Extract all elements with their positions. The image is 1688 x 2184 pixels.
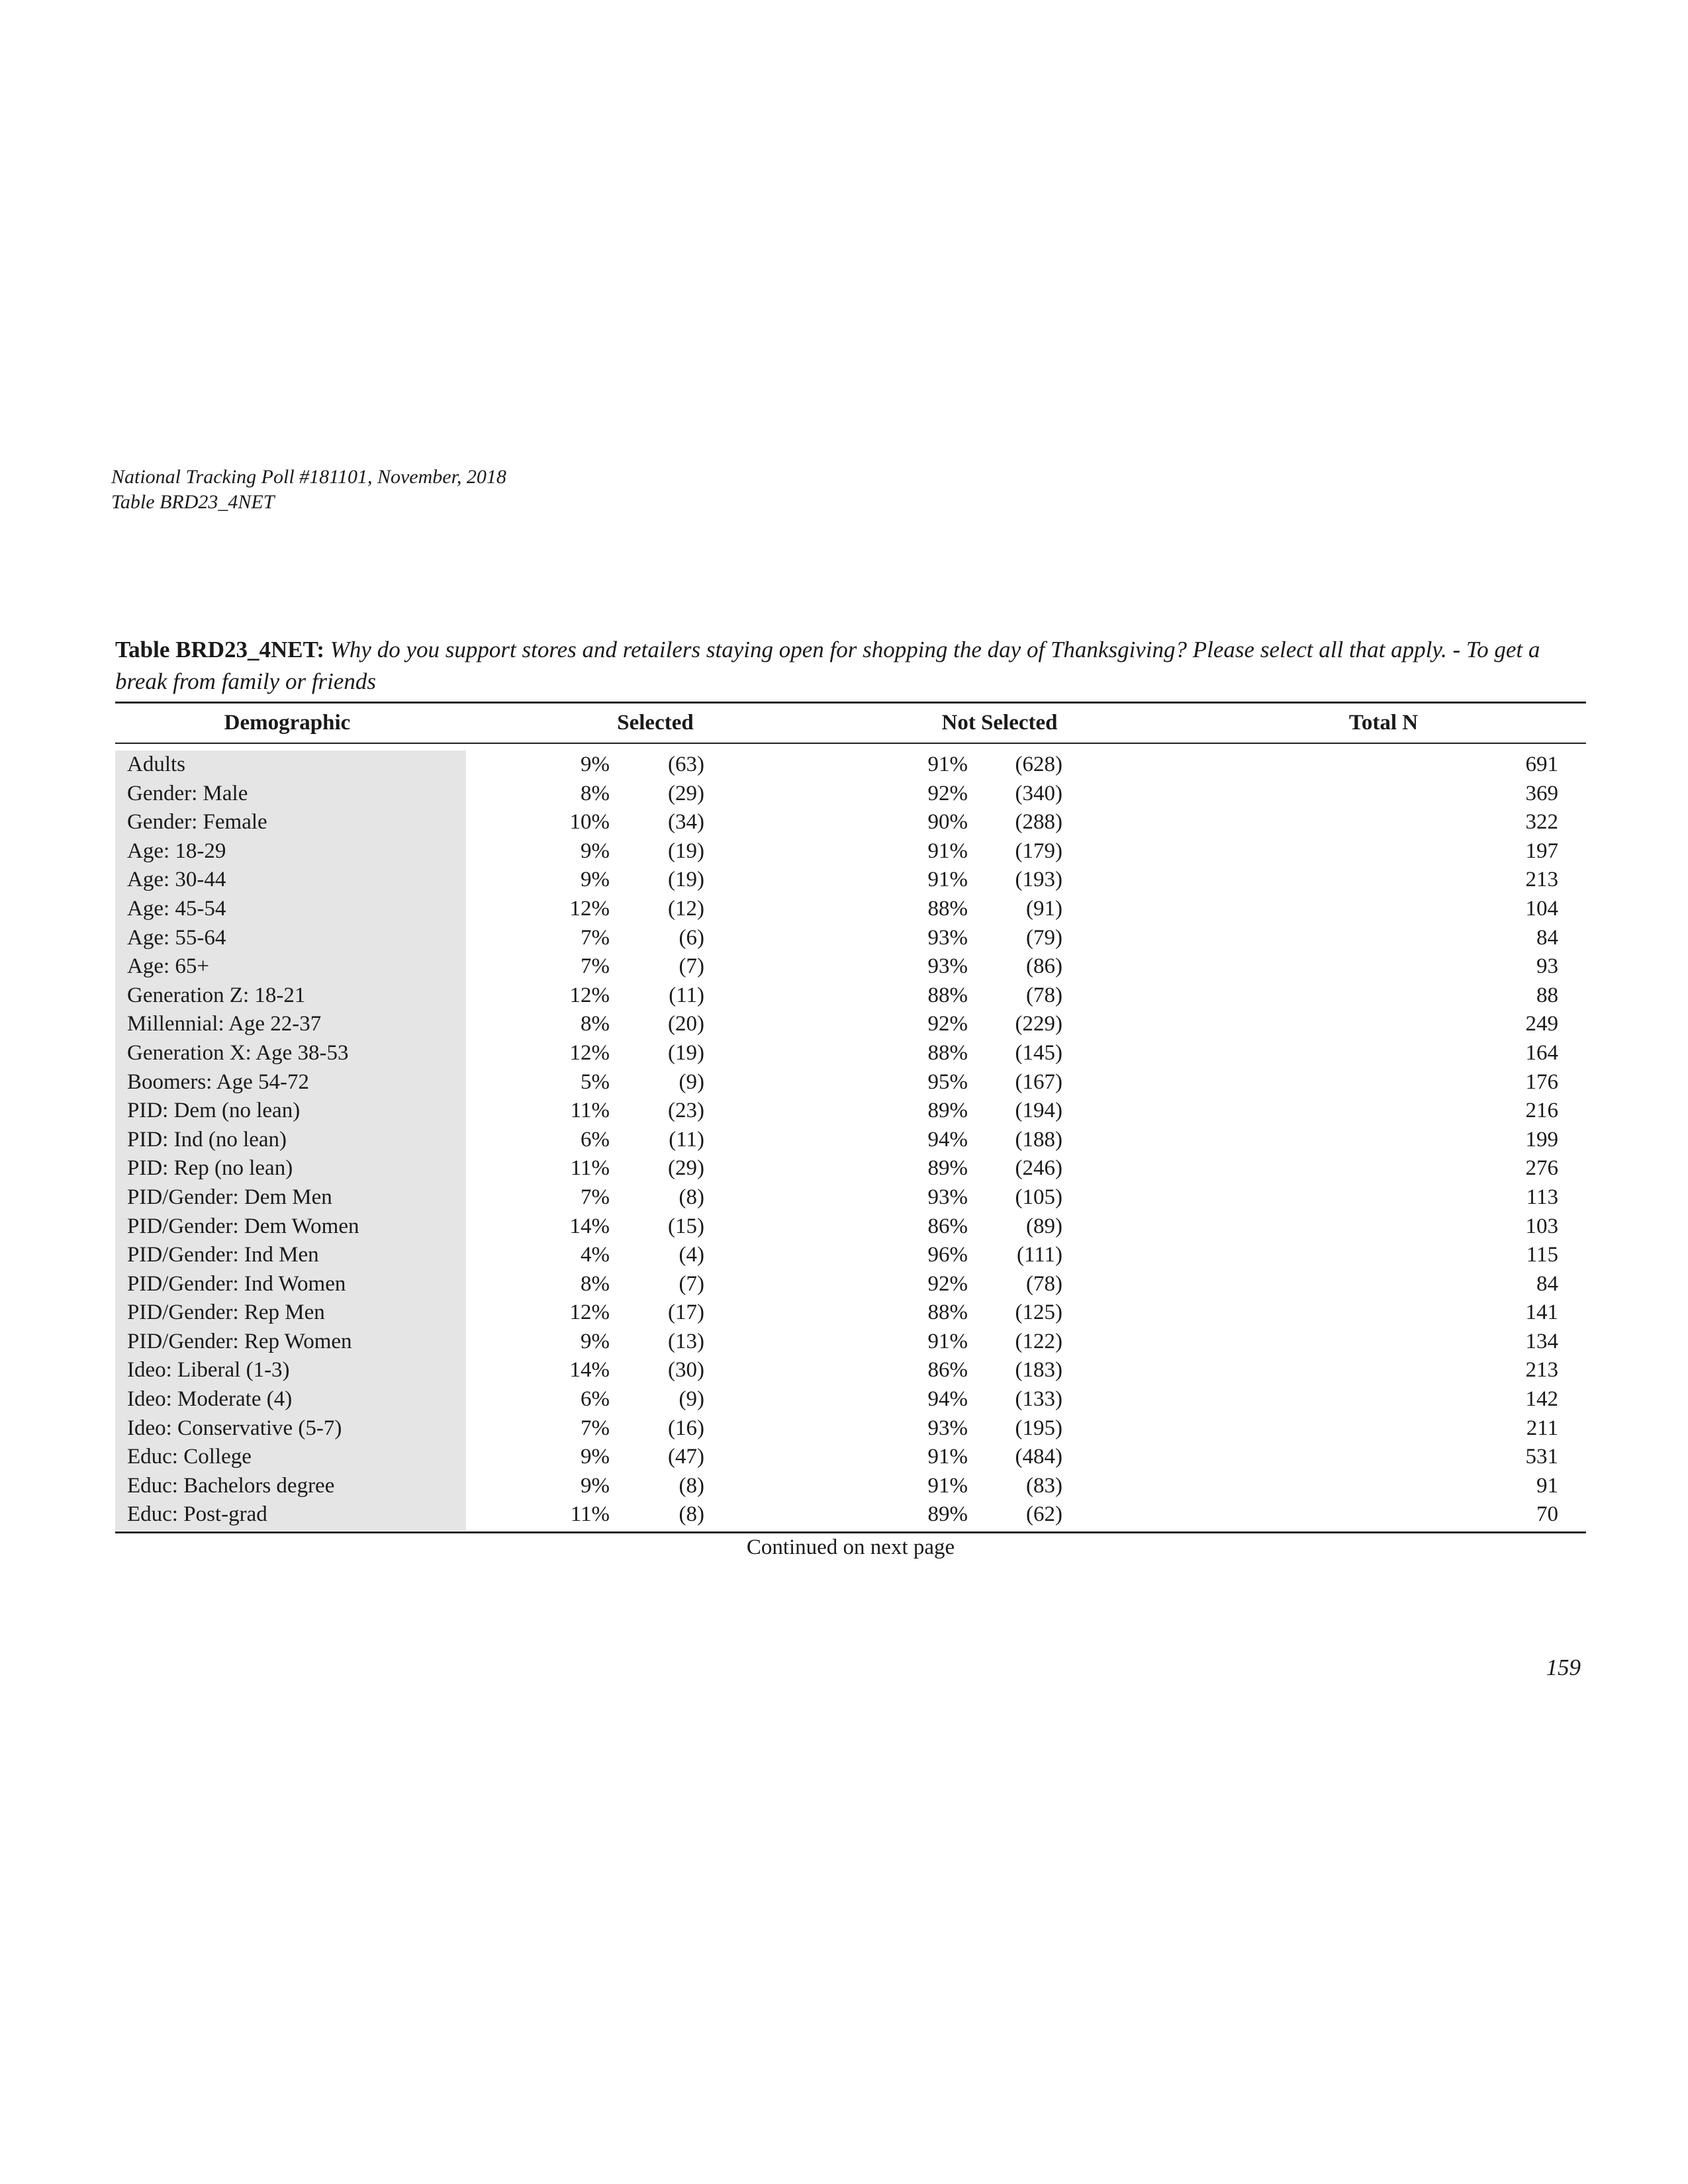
not-selected-count: (89): [1026, 1214, 1062, 1238]
not-selected-count: (79): [1026, 925, 1062, 950]
not-selected-percent: 88%: [927, 1300, 968, 1325]
not-selected-percent: 93%: [927, 925, 968, 950]
selected-count: (8): [679, 1185, 704, 1209]
row-label: Age: 18-29: [127, 839, 226, 863]
table-row: [115, 866, 1586, 895]
total-n: 70: [1536, 1502, 1558, 1527]
row-label: PID: Dem (no lean): [127, 1099, 301, 1123]
table-row: [115, 1154, 1586, 1183]
selected-count: (9): [679, 1387, 704, 1412]
not-selected-percent: 93%: [927, 954, 968, 979]
table-title: [115, 634, 1586, 698]
selected-percent: 9%: [581, 752, 610, 776]
selected-percent: 7%: [581, 1185, 610, 1209]
table-row: [115, 895, 1586, 924]
not-selected-percent: 91%: [927, 1329, 968, 1353]
selected-percent: 7%: [581, 925, 610, 950]
total-n: 84: [1536, 1271, 1558, 1296]
total-n: 142: [1525, 1387, 1558, 1412]
selected-count: (12): [668, 896, 704, 921]
not-selected-percent: 91%: [927, 1473, 968, 1498]
selected-percent: 12%: [569, 1040, 610, 1065]
total-n: 211: [1526, 1416, 1558, 1440]
selected-count: (11): [669, 983, 704, 1007]
selected-count: (8): [679, 1473, 704, 1498]
selected-count: (47): [668, 1445, 704, 1469]
row-label: PID: Ind (no lean): [127, 1127, 287, 1152]
selected-percent: 8%: [581, 781, 610, 805]
total-n: 176: [1525, 1069, 1558, 1094]
row-label: PID/Gender: Dem Women: [127, 1214, 359, 1238]
row-label: PID/Gender: Rep Men: [127, 1300, 325, 1325]
total-n: 93: [1536, 954, 1558, 979]
not-selected-percent: 92%: [927, 781, 968, 805]
not-selected-percent: 89%: [927, 1502, 968, 1527]
total-n: 91: [1536, 1473, 1558, 1498]
selected-count: (17): [668, 1300, 704, 1325]
not-selected-percent: 89%: [927, 1099, 968, 1123]
total-n: 164: [1525, 1040, 1558, 1065]
page-header: [111, 465, 506, 515]
selected-count: (7): [679, 954, 704, 979]
table-row: [115, 808, 1586, 837]
selected-count: (6): [679, 925, 704, 950]
not-selected-count: (83): [1026, 1473, 1062, 1498]
not-selected-count: (628): [1015, 752, 1062, 776]
not-selected-count: (229): [1015, 1012, 1062, 1036]
row-label: Generation Z: 18-21: [127, 983, 306, 1007]
total-n: 691: [1525, 752, 1558, 776]
row-label: Millennial: Age 22-37: [127, 1012, 322, 1036]
row-label: Educ: Bachelors degree: [127, 1473, 335, 1498]
table-row: [115, 1126, 1586, 1155]
total-n: 213: [1525, 868, 1558, 892]
selected-count: (19): [668, 839, 704, 863]
selected-count: (34): [668, 810, 704, 835]
not-selected-percent: 96%: [927, 1243, 968, 1267]
not-selected-count: (183): [1015, 1358, 1062, 1383]
selected-percent: 12%: [569, 1300, 610, 1325]
total-n: 141: [1525, 1300, 1558, 1325]
row-label: Generation X: Age 38-53: [127, 1040, 349, 1065]
selected-percent: 6%: [581, 1127, 610, 1152]
selected-percent: 7%: [581, 1416, 610, 1440]
not-selected-count: (145): [1015, 1040, 1062, 1065]
row-label: Ideo: Conservative (5-7): [127, 1416, 342, 1440]
table-row: [115, 952, 1586, 981]
selected-count: (19): [668, 868, 704, 892]
selected-count: (11): [669, 1127, 704, 1152]
row-label: Educ: Post-grad: [127, 1502, 267, 1527]
total-n: 134: [1525, 1329, 1558, 1353]
table-row: [115, 1443, 1586, 1472]
selected-count: (16): [668, 1416, 704, 1440]
page-number: 159: [1546, 1655, 1581, 1680]
selected-percent: 4%: [581, 1243, 610, 1267]
not-selected-percent: 95%: [927, 1069, 968, 1094]
row-label: Ideo: Moderate (4): [127, 1387, 293, 1412]
not-selected-count: (91): [1026, 896, 1062, 921]
table-row: [115, 1472, 1586, 1501]
poll-title: National Tracking Poll #181101, November, 2018: [111, 466, 506, 488]
column-header-not-selected: Not Selected: [941, 711, 1058, 735]
table-row: [115, 780, 1586, 809]
table-row: [115, 924, 1586, 953]
not-selected-count: (167): [1015, 1069, 1062, 1094]
continued-note: Continued on next page: [746, 1535, 955, 1559]
total-n: 249: [1525, 1012, 1558, 1036]
not-selected-percent: 93%: [927, 1185, 968, 1209]
selected-percent: 11%: [570, 1099, 610, 1123]
not-selected-count: (195): [1015, 1416, 1062, 1440]
selected-percent: 12%: [569, 983, 610, 1007]
selected-count: (13): [668, 1329, 704, 1353]
table-row: [115, 1385, 1586, 1414]
total-n: 113: [1526, 1185, 1558, 1209]
selected-count: (7): [679, 1271, 704, 1296]
table-question: Why do you support stores and retailers staying open for shopping the day of Thanksgiving? Please select all that apply. - To get a break from family or friends: [115, 637, 1540, 694]
row-label: Ideo: Liberal (1-3): [127, 1358, 290, 1383]
table-row: [115, 1328, 1586, 1357]
total-n: 88: [1536, 983, 1558, 1007]
column-header-total: Total N: [1348, 711, 1419, 735]
not-selected-percent: 91%: [927, 868, 968, 892]
total-n: 322: [1525, 810, 1558, 835]
total-n: 84: [1536, 925, 1558, 950]
header-rule: [115, 743, 1586, 744]
row-label: Adults: [127, 752, 186, 776]
selected-count: (19): [668, 1040, 704, 1065]
not-selected-count: (340): [1015, 781, 1062, 805]
table-row: [115, 1241, 1586, 1270]
table-row: [115, 1183, 1586, 1212]
not-selected-count: (86): [1026, 954, 1062, 979]
table-row: [115, 1212, 1586, 1242]
row-label: Gender: Female: [127, 810, 267, 835]
selected-percent: 9%: [581, 1473, 610, 1498]
selected-count: (30): [668, 1358, 704, 1383]
table-row: [115, 1068, 1586, 1097]
not-selected-percent: 88%: [927, 983, 968, 1007]
table-row: [115, 1356, 1586, 1385]
selected-percent: 8%: [581, 1012, 610, 1036]
total-n: 104: [1525, 896, 1558, 921]
total-n: 531: [1525, 1445, 1558, 1469]
row-label: Gender: Male: [127, 781, 248, 805]
table-row: [115, 1039, 1586, 1068]
not-selected-percent: 92%: [927, 1271, 968, 1296]
total-n: 216: [1525, 1099, 1558, 1123]
column-header-selected: Selected: [617, 711, 694, 735]
not-selected-count: (288): [1015, 810, 1062, 835]
table-row: [115, 1097, 1586, 1126]
selected-count: (63): [668, 752, 704, 776]
row-label: Age: 30-44: [127, 868, 226, 892]
table-id: Table BRD23_4NET: [111, 491, 275, 513]
selected-percent: 14%: [569, 1358, 610, 1383]
table-bottom-rule: [115, 1531, 1586, 1533]
not-selected-count: (246): [1015, 1156, 1062, 1181]
row-label: Age: 45-54: [127, 896, 226, 921]
not-selected-count: (122): [1015, 1329, 1062, 1353]
not-selected-percent: 91%: [927, 1445, 968, 1469]
selected-percent: 5%: [581, 1069, 610, 1094]
not-selected-percent: 88%: [927, 896, 968, 921]
total-n: 276: [1525, 1156, 1558, 1181]
selected-percent: 9%: [581, 839, 610, 863]
total-n: 103: [1525, 1214, 1558, 1238]
total-n: 115: [1526, 1243, 1558, 1267]
column-header-demographic: Demographic: [224, 711, 351, 735]
selected-percent: 6%: [581, 1387, 610, 1412]
not-selected-percent: 86%: [927, 1358, 968, 1383]
selected-percent: 9%: [581, 1445, 610, 1469]
not-selected-percent: 86%: [927, 1214, 968, 1238]
selected-percent: 11%: [570, 1502, 610, 1527]
not-selected-percent: 91%: [927, 752, 968, 776]
table-row: [115, 751, 1586, 780]
row-label: Boomers: Age 54-72: [127, 1069, 309, 1094]
row-label: Age: 55-64: [127, 925, 226, 950]
not-selected-percent: 89%: [927, 1156, 968, 1181]
selected-count: (29): [668, 1156, 704, 1181]
not-selected-percent: 88%: [927, 1040, 968, 1065]
row-label: PID/Gender: Ind Men: [127, 1243, 319, 1267]
table-row: [115, 1270, 1586, 1299]
selected-percent: 9%: [581, 868, 610, 892]
table-title-label: Table BRD23_4NET:: [115, 637, 325, 662]
row-label: PID/Gender: Dem Men: [127, 1185, 332, 1209]
selected-count: (4): [679, 1243, 704, 1267]
not-selected-percent: 94%: [927, 1127, 968, 1152]
not-selected-count: (179): [1015, 839, 1062, 863]
selected-percent: 14%: [569, 1214, 610, 1238]
not-selected-count: (133): [1015, 1387, 1062, 1412]
selected-percent: 8%: [581, 1271, 610, 1296]
selected-count: (15): [668, 1214, 704, 1238]
table-body: [115, 751, 1586, 1529]
total-n: 199: [1525, 1127, 1558, 1152]
not-selected-count: (188): [1015, 1127, 1062, 1152]
not-selected-percent: 93%: [927, 1416, 968, 1440]
selected-count: (9): [679, 1069, 704, 1094]
selected-percent: 7%: [581, 954, 610, 979]
total-n: 369: [1525, 781, 1558, 805]
selected-percent: 10%: [569, 810, 610, 835]
selected-count: (20): [668, 1012, 704, 1036]
not-selected-count: (193): [1015, 868, 1062, 892]
not-selected-percent: 94%: [927, 1387, 968, 1412]
selected-count: (29): [668, 781, 704, 805]
row-label: Age: 65+: [127, 954, 210, 979]
table-row: [115, 981, 1586, 1011]
selected-count: (8): [679, 1502, 704, 1527]
table-row: [115, 837, 1586, 866]
not-selected-count: (78): [1026, 983, 1062, 1007]
not-selected-percent: 91%: [927, 839, 968, 863]
table-row: [115, 1414, 1586, 1443]
table-row: [115, 1298, 1586, 1328]
table-row: [115, 1010, 1586, 1039]
row-label: Educ: College: [127, 1445, 252, 1469]
row-label: PID: Rep (no lean): [127, 1156, 293, 1181]
total-n: 213: [1525, 1358, 1558, 1383]
not-selected-count: (62): [1026, 1502, 1062, 1527]
not-selected-count: (125): [1015, 1300, 1062, 1325]
row-label: PID/Gender: Ind Women: [127, 1271, 346, 1296]
table-row: [115, 1500, 1586, 1529]
row-label: PID/Gender: Rep Women: [127, 1329, 352, 1353]
not-selected-count: (194): [1015, 1099, 1062, 1123]
selected-percent: 11%: [570, 1156, 610, 1181]
selected-percent: 12%: [569, 896, 610, 921]
not-selected-percent: 90%: [927, 810, 968, 835]
not-selected-count: (484): [1015, 1445, 1062, 1469]
not-selected-count: (78): [1026, 1271, 1062, 1296]
table-top-rule: [115, 702, 1586, 704]
not-selected-count: (111): [1016, 1243, 1062, 1267]
total-n: 197: [1525, 839, 1558, 863]
selected-count: (23): [668, 1099, 704, 1123]
not-selected-count: (105): [1015, 1185, 1062, 1209]
selected-percent: 9%: [581, 1329, 610, 1353]
not-selected-percent: 92%: [927, 1012, 968, 1036]
